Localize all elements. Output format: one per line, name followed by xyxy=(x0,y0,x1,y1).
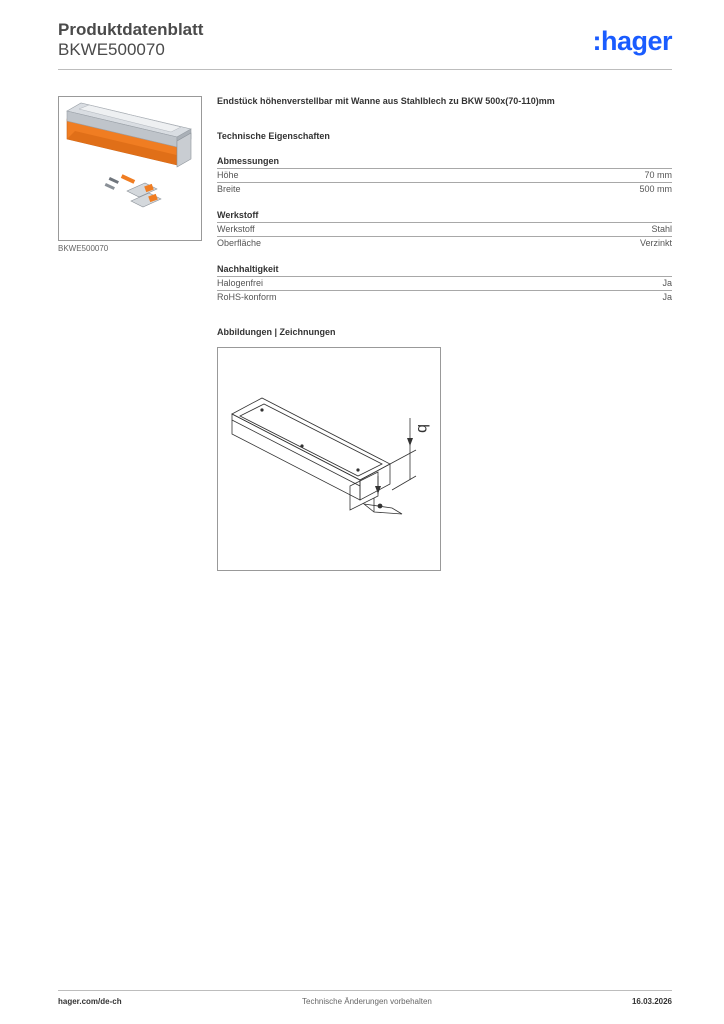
row-label: Höhe xyxy=(217,170,239,180)
table-row xyxy=(217,222,672,237)
group-title-dimensions: Abmessungen xyxy=(217,156,280,166)
technical-properties-heading: Technische Eigenschaften xyxy=(217,131,330,141)
footer-date: 16.03.2026 xyxy=(631,997,672,1006)
drawings-heading: Abbildungen | Zeichnungen xyxy=(217,327,336,337)
product-description: Endstück höhenverstellbar mit Wanne aus Stahlblech zu BKW 500x(70-110)mm xyxy=(217,96,555,106)
product-image xyxy=(58,96,202,241)
table-row xyxy=(217,182,672,197)
group-title-material: Werkstoff xyxy=(217,210,259,220)
row-value: 500 mm xyxy=(639,184,672,194)
technical-drawing xyxy=(217,347,441,571)
row-label: Oberfläche xyxy=(217,238,262,248)
row-value: Verzinkt xyxy=(639,238,672,248)
product-photo-illustration xyxy=(59,97,201,240)
row-value: Ja xyxy=(662,292,672,302)
header-divider xyxy=(58,69,672,70)
row-value: Stahl xyxy=(651,224,672,234)
footer-divider xyxy=(58,990,672,991)
row-value: 70 mm xyxy=(644,170,672,180)
table-row xyxy=(217,276,672,291)
table-row xyxy=(217,236,672,251)
technical-drawing-illustration xyxy=(218,348,440,570)
logo-prefix: : xyxy=(592,26,601,56)
group-title-sustainability: Nachhaltigkeit xyxy=(217,264,279,274)
row-label: Halogenfrei xyxy=(217,278,264,288)
page-header xyxy=(58,20,672,70)
footer-website-link[interactable]: hager.com/de-ch xyxy=(58,997,122,1006)
row-label: Werkstoff xyxy=(217,224,255,234)
logo-text: hager xyxy=(600,26,672,56)
article-number: BKWE500070 xyxy=(58,40,165,59)
row-label: RoHS-konform xyxy=(217,292,277,302)
row-label: Breite xyxy=(217,184,241,194)
row-value: Ja xyxy=(662,278,672,288)
table-row xyxy=(217,168,672,183)
footer-notice: Technische Änderungen vorbehalten xyxy=(302,997,432,1006)
table-row xyxy=(217,290,672,305)
product-image-caption: BKWE500070 xyxy=(58,244,109,253)
hager-logo xyxy=(592,26,672,57)
dimension-label-b: b xyxy=(414,424,431,433)
document-title: Produktdatenblatt xyxy=(58,20,204,39)
